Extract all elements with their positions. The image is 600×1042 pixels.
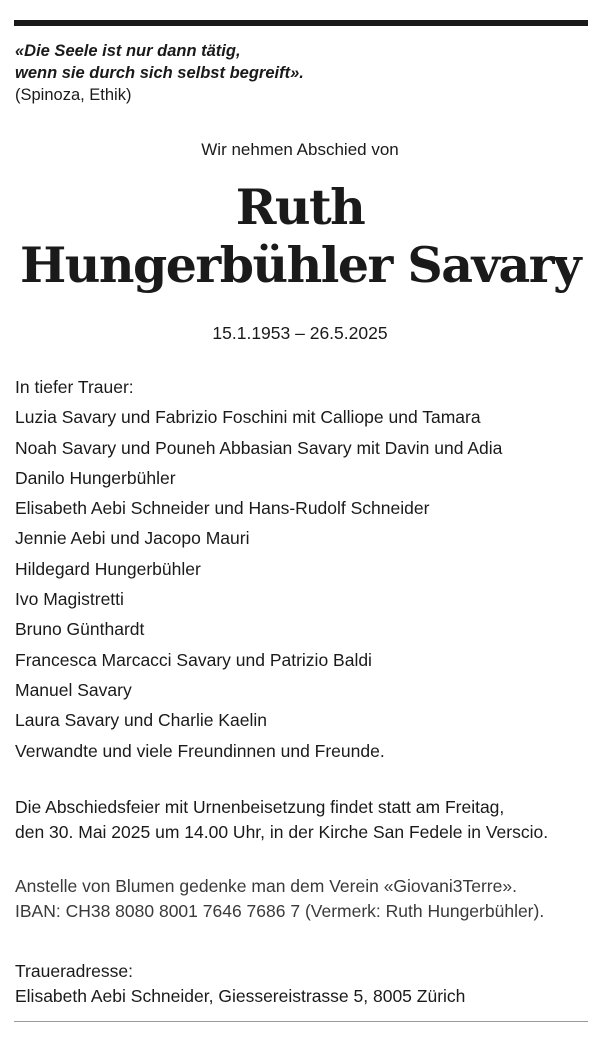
address-label: Traueradresse:	[15, 961, 134, 981]
mourner-entry: Jennie Aebi und Jacopo Mauri	[15, 528, 250, 549]
mourner-entry: Bruno Günthardt	[15, 619, 145, 640]
deceased-first-name: Ruth	[235, 178, 365, 236]
mourner-entry: Elisabeth Aebi Schneider und Hans-Rudolf Schneider	[15, 498, 430, 519]
deceased-name	[0, 178, 600, 294]
donation-info	[15, 874, 544, 923]
mourner-entry: Ivo Magistretti	[15, 589, 124, 610]
mourners-heading: In tiefer Trauer:	[15, 377, 134, 397]
top-divider	[14, 20, 588, 26]
ceremony-line: Die Abschiedsfeier mit Urnenbeisetzung findet statt am Freitag,	[15, 797, 505, 817]
life-dates: 15.1.1953 – 26.5.2025	[212, 323, 388, 343]
ceremony-info	[15, 795, 548, 844]
mourner-entry: Manuel Savary	[15, 679, 132, 700]
donation-iban: IBAN: CH38 8080 8001 7646 7686 7 (Vermerk: Ruth Hungerbühler).	[15, 900, 545, 921]
mourners-list	[15, 372, 502, 766]
mourner-entry: Danilo Hungerbühler	[15, 467, 176, 488]
mourner-entry: Laura Savary und Charlie Kaelin	[15, 710, 267, 731]
mourner-entry: Hildegard Hungerbühler	[15, 558, 201, 579]
deceased-last-name: Hungerbühler Savary	[19, 236, 581, 294]
address-line: Elisabeth Aebi Schneider, Giessereistrasse 5, 8005 Zürich	[15, 985, 466, 1006]
mourner-entry: Noah Savary und Pouneh Abbasian Savary mit Davin und Adia	[15, 437, 503, 458]
quote-line: wenn sie durch sich selbst begreift».	[15, 64, 304, 82]
mourner-entry: Luzia Savary und Fabrizio Foschini mit Calliope und Tamara	[15, 407, 481, 428]
bottom-divider	[14, 1021, 588, 1022]
epigraph-quote	[15, 40, 304, 106]
donation-line: Anstelle von Blumen gedenke man dem Verein «Giovani3Terre».	[15, 876, 517, 896]
intro-text: Wir nehmen Abschied von	[201, 140, 399, 159]
ceremony-line: den 30. Mai 2025 um 14.00 Uhr, in der Kirche San Fedele in Verscio.	[15, 821, 549, 842]
mourner-entry: Verwandte und viele Freundinnen und Freunde.	[15, 740, 385, 761]
mourning-address	[15, 959, 465, 1008]
quote-source: (Spinoza, Ethik)	[15, 86, 132, 104]
mourner-entry: Francesca Marcacci Savary und Patrizio Baldi	[15, 649, 372, 670]
quote-line: «Die Seele ist nur dann tätig,	[15, 42, 241, 60]
